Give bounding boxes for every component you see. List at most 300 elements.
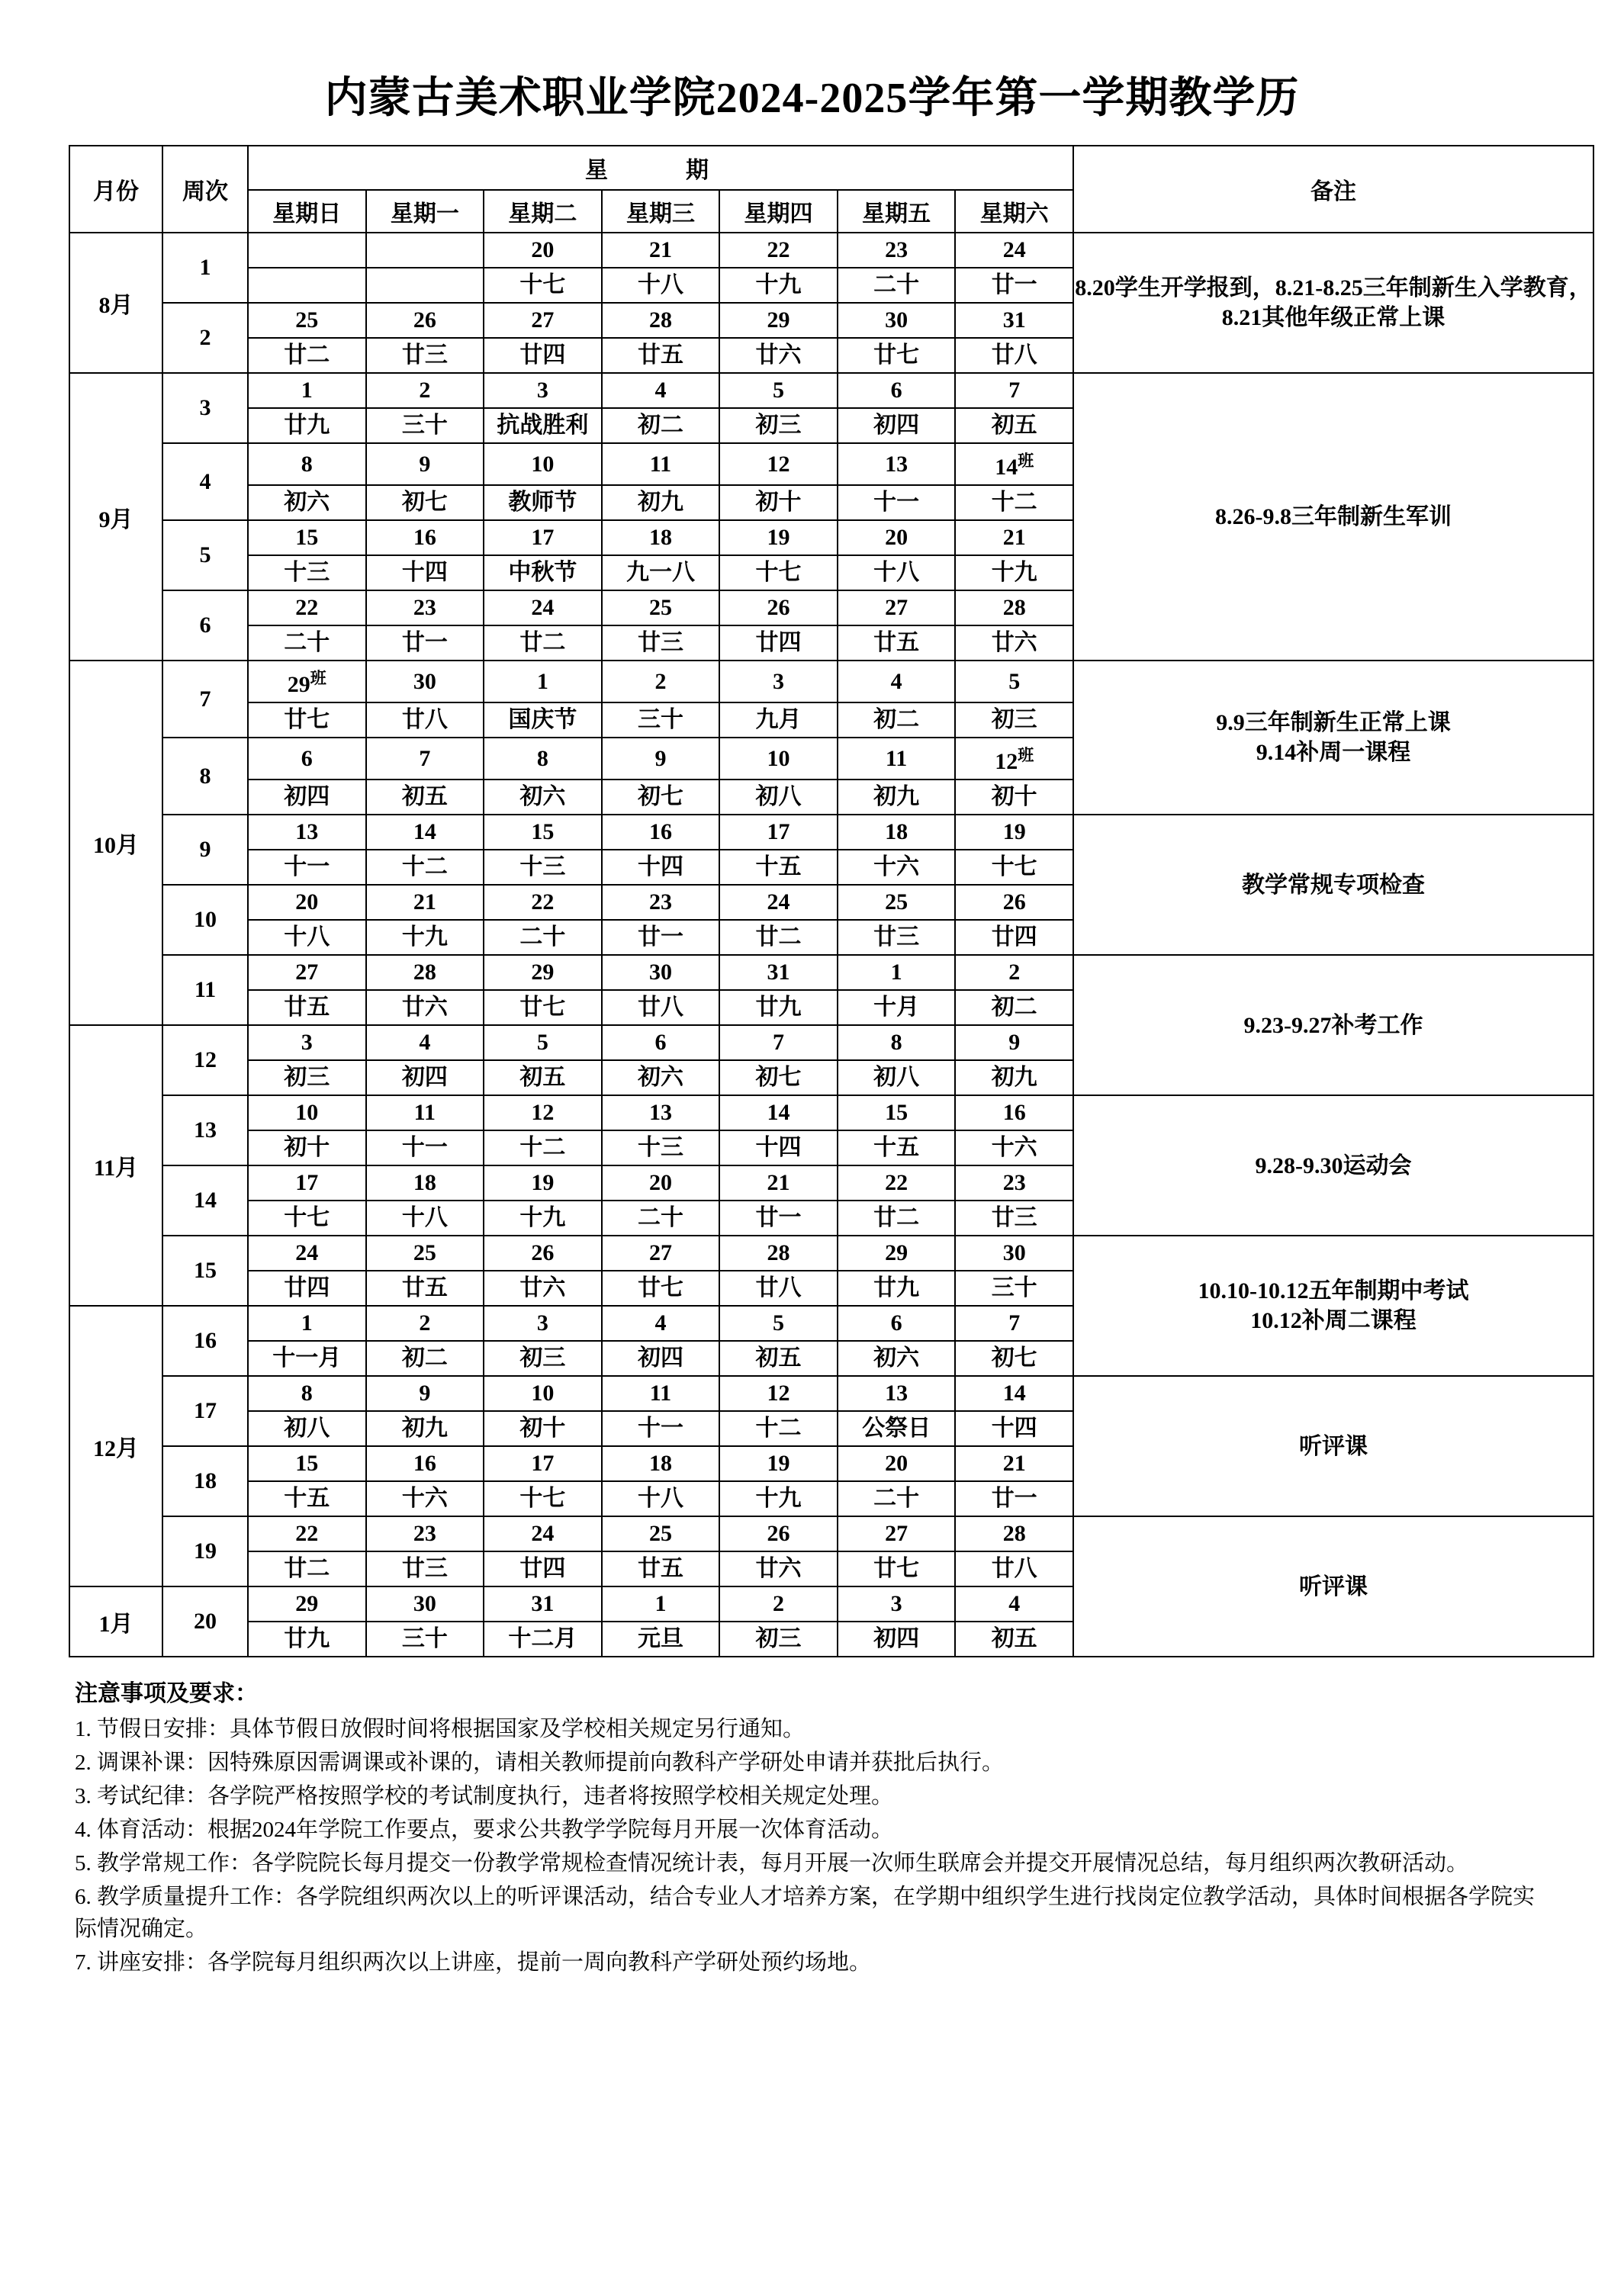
date-cell: 7 — [719, 1025, 838, 1060]
lunar-cell: 廿六 — [719, 338, 838, 373]
date-cell: 5 — [955, 661, 1073, 702]
date-cell: 28 — [955, 590, 1073, 625]
lunar-cell: 初六 — [484, 780, 602, 815]
lunar-cell: 廿一 — [366, 625, 484, 661]
date-cell: 7 — [955, 1306, 1073, 1341]
date-cell: 22 — [248, 1516, 366, 1551]
date-cell: 29 — [248, 1586, 366, 1622]
month-label: 11月 — [69, 1025, 162, 1306]
date-cell: 8 — [484, 738, 602, 780]
date-cell: 7 — [955, 373, 1073, 408]
week-number: 8 — [162, 738, 248, 815]
date-cell: 13 — [838, 1376, 956, 1411]
remark-cell: 10.10-10.12五年制期中考试 10.12补周二课程 — [1073, 1236, 1593, 1376]
date-cell: 29 — [484, 955, 602, 990]
date-cell: 5 — [719, 373, 838, 408]
date-cell: 27 — [602, 1236, 720, 1271]
date-cell: 12 — [719, 1376, 838, 1411]
lunar-cell: 初九 — [366, 1411, 484, 1446]
lunar-cell: 初八 — [248, 1411, 366, 1446]
lunar-cell: 十一 — [248, 850, 366, 885]
date-cell — [248, 233, 366, 268]
lunar-cell: 十七 — [719, 555, 838, 590]
date-cell: 16 — [366, 520, 484, 555]
lunar-cell: 廿六 — [484, 1271, 602, 1306]
page-title: 内蒙古美术职业学院2024-2025学年第一学期教学历 — [324, 75, 1300, 122]
lunar-cell: 三十 — [366, 408, 484, 443]
date-cell: 30 — [955, 1236, 1073, 1271]
date-cell: 19 — [719, 520, 838, 555]
lunar-cell: 廿九 — [719, 990, 838, 1025]
week-number: 3 — [162, 373, 248, 443]
lunar-cell: 廿三 — [366, 1551, 484, 1586]
lunar-cell: 廿八 — [366, 702, 484, 738]
lunar-cell: 十八 — [602, 268, 720, 303]
lunar-cell: 初九 — [602, 485, 720, 520]
week-number: 18 — [162, 1446, 248, 1516]
table-row — [69, 1095, 1593, 1130]
lunar-cell: 十六 — [955, 1130, 1073, 1165]
note-item: 1. 节假日安排：具体节假日放假时间将根据国家及学校相关规定另行通知。 — [75, 1716, 806, 1741]
date-cell: 17 — [484, 1446, 602, 1481]
lunar-cell: 三十 — [602, 702, 720, 738]
date-cell: 27 — [838, 1516, 956, 1551]
lunar-cell: 廿七 — [838, 1551, 956, 1586]
lunar-cell: 十三 — [484, 850, 602, 885]
date-cell: 30 — [602, 955, 720, 990]
table-header — [69, 146, 1593, 233]
date-cell: 6 — [838, 373, 956, 408]
lunar-cell: 廿二 — [719, 920, 838, 955]
month-label: 8月 — [69, 233, 162, 373]
date-cell: 24 — [484, 1516, 602, 1551]
date-cell: 22 — [838, 1165, 956, 1201]
date-cell: 4 — [602, 1306, 720, 1341]
date-cell: 21 — [366, 885, 484, 920]
date-cell: 3 — [484, 1306, 602, 1341]
date-cell: 16 — [366, 1446, 484, 1481]
date-cell: 30 — [366, 661, 484, 702]
lunar-cell: 初三 — [719, 408, 838, 443]
date-cell: 24 — [484, 590, 602, 625]
lunar-cell: 廿八 — [955, 338, 1073, 373]
lunar-cell: 十四 — [602, 850, 720, 885]
date-cell: 14 — [366, 815, 484, 850]
lunar-cell — [366, 268, 484, 303]
date-cell: 6 — [602, 1025, 720, 1060]
date-cell: 22 — [484, 885, 602, 920]
lunar-cell: 十月 — [838, 990, 956, 1025]
date-cell: 2 — [366, 373, 484, 408]
lunar-cell: 初五 — [484, 1060, 602, 1095]
date-cell: 20 — [602, 1165, 720, 1201]
date-cell: 5 — [484, 1025, 602, 1060]
note-item: 5. 教学常规工作：各学院院长每月提交一份教学常规检查情况统计表，每月开展一次师生联席会并提交开展情况总结，每月组织两次教研活动。 — [75, 1850, 1469, 1876]
lunar-cell: 廿一 — [602, 920, 720, 955]
week-number: 19 — [162, 1516, 248, 1586]
remark-cell: 听评课 — [1073, 1516, 1593, 1657]
lunar-cell: 十一 — [602, 1411, 720, 1446]
date-cell: 1 — [248, 373, 366, 408]
lunar-cell: 初二 — [838, 702, 956, 738]
date-cell: 25 — [602, 590, 720, 625]
lunar-cell: 廿二 — [248, 1551, 366, 1586]
week-number: 1 — [162, 233, 248, 303]
header-week: 周次 — [162, 146, 248, 233]
lunar-cell: 廿六 — [366, 990, 484, 1025]
table-row — [69, 233, 1593, 268]
lunar-cell: 初十 — [719, 485, 838, 520]
lunar-cell: 十九 — [366, 920, 484, 955]
week-number: 5 — [162, 520, 248, 590]
date-cell: 14 — [955, 1376, 1073, 1411]
remark-cell: 9.9三年制新生正常上课 9.14补周一课程 — [1073, 661, 1593, 815]
lunar-cell: 廿九 — [248, 408, 366, 443]
date-cell: 2 — [366, 1306, 484, 1341]
lunar-cell: 廿三 — [366, 338, 484, 373]
notes-heading: 注意事项及要求： — [75, 1681, 258, 1706]
lunar-cell: 初七 — [719, 1060, 838, 1095]
lunar-cell: 初六 — [838, 1341, 956, 1376]
date-cell: 26 — [366, 303, 484, 338]
lunar-cell: 初七 — [366, 485, 484, 520]
lunar-cell: 初七 — [955, 1341, 1073, 1376]
lunar-cell: 十六 — [366, 1481, 484, 1516]
lunar-cell: 十五 — [838, 1130, 956, 1165]
date-cell: 13 — [838, 443, 956, 485]
date-cell: 11 — [602, 1376, 720, 1411]
table-row — [69, 1516, 1593, 1551]
date-cell: 10 — [719, 738, 838, 780]
date-cell: 29 — [838, 1236, 956, 1271]
date-cell: 18 — [838, 815, 956, 850]
lunar-cell: 初四 — [248, 780, 366, 815]
lunar-cell: 十九 — [719, 1481, 838, 1516]
date-cell: 4 — [838, 661, 956, 702]
lunar-cell: 初三 — [248, 1060, 366, 1095]
note-item: 3. 考试纪律：各学院严格按照学校的考试制度执行，违者将按照学校相关规定处理。 — [75, 1783, 894, 1808]
date-cell: 19 — [719, 1446, 838, 1481]
date-cell: 8 — [248, 443, 366, 485]
date-cell: 2 — [602, 661, 720, 702]
date-cell: 21 — [602, 233, 720, 268]
lunar-cell: 十二 — [366, 850, 484, 885]
lunar-cell: 廿五 — [366, 1271, 484, 1306]
date-cell: $12^班$ — [955, 738, 1073, 780]
date-cell: 29 — [719, 303, 838, 338]
lunar-cell: 初八 — [719, 780, 838, 815]
remark-cell: 听评课 — [1073, 1376, 1593, 1516]
date-cell: 26 — [484, 1236, 602, 1271]
remark-cell: 8.26-9.8三年制新生军训 — [1073, 373, 1593, 661]
date-cell: 1 — [248, 1306, 366, 1341]
header-month: 月份 — [69, 146, 162, 233]
lunar-cell: 十八 — [248, 920, 366, 955]
date-cell: 16 — [602, 815, 720, 850]
date-cell: 9 — [366, 1376, 484, 1411]
date-cell: 4 — [955, 1586, 1073, 1622]
date-cell: 20 — [484, 233, 602, 268]
date-cell: 8 — [838, 1025, 956, 1060]
lunar-cell: 十七 — [484, 268, 602, 303]
date-cell: 20 — [838, 520, 956, 555]
date-cell: 1 — [602, 1586, 720, 1622]
date-cell: 25 — [602, 1516, 720, 1551]
lunar-cell: 廿五 — [602, 338, 720, 373]
lunar-cell — [248, 268, 366, 303]
month-label: 12月 — [69, 1306, 162, 1586]
week-number: 20 — [162, 1586, 248, 1657]
table-row — [69, 955, 1593, 990]
date-cell: 3 — [719, 661, 838, 702]
date-cell: 5 — [719, 1306, 838, 1341]
lunar-cell: 初六 — [602, 1060, 720, 1095]
note-item: 4. 体育活动：根据2024年学院工作要点，要求公共教学学院每月开展一次体育活动。 — [75, 1817, 894, 1842]
table-body — [69, 233, 1593, 1657]
lunar-cell: 九一八 — [602, 555, 720, 590]
date-cell: 10 — [484, 443, 602, 485]
lunar-cell: 廿六 — [955, 625, 1073, 661]
lunar-cell: 初十 — [248, 1130, 366, 1165]
lunar-cell: 十二月 — [484, 1622, 602, 1657]
date-cell: 24 — [719, 885, 838, 920]
date-cell: 14 — [719, 1095, 838, 1130]
lunar-cell: 十八 — [838, 555, 956, 590]
lunar-cell: 初二 — [602, 408, 720, 443]
date-cell: 7 — [366, 738, 484, 780]
week-number: 9 — [162, 815, 248, 885]
table-row — [69, 373, 1593, 408]
date-cell: 11 — [366, 1095, 484, 1130]
date-cell: 18 — [366, 1165, 484, 1201]
date-cell: 4 — [602, 373, 720, 408]
date-cell: 4 — [366, 1025, 484, 1060]
lunar-cell: 廿五 — [838, 625, 956, 661]
date-cell: 15 — [248, 1446, 366, 1481]
date-cell: 28 — [366, 955, 484, 990]
remark-cell: 9.28-9.30运动会 — [1073, 1095, 1593, 1236]
lunar-cell: 十三 — [248, 555, 366, 590]
lunar-cell: 廿七 — [602, 1271, 720, 1306]
date-cell: 1 — [484, 661, 602, 702]
lunar-cell: 初四 — [838, 408, 956, 443]
date-cell: 17 — [484, 520, 602, 555]
week-number: 14 — [162, 1165, 248, 1236]
date-cell: 31 — [484, 1586, 602, 1622]
date-cell: 9 — [366, 443, 484, 485]
date-cell: 12 — [719, 443, 838, 485]
date-cell: 2 — [955, 955, 1073, 990]
lunar-cell: 初三 — [484, 1341, 602, 1376]
notes-list — [75, 1713, 1555, 1979]
header-day-fri: 星期五 — [838, 190, 956, 233]
date-cell: 26 — [719, 590, 838, 625]
date-cell: 1 — [838, 955, 956, 990]
note-item: 6. 教学质量提升工作：各学院组织两次以上的听评课活动，结合专业人才培养方案，在学期中组织学生进行找岗定位教学活动，具体时间根据各学院实际情况确定。 — [75, 1884, 1536, 1941]
lunar-cell: 十九 — [955, 555, 1073, 590]
date-cell: 22 — [719, 233, 838, 268]
date-cell: 6 — [248, 738, 366, 780]
lunar-cell: 初五 — [955, 408, 1073, 443]
lunar-cell: 廿七 — [838, 338, 956, 373]
date-cell: 27 — [484, 303, 602, 338]
lunar-cell: 十五 — [248, 1481, 366, 1516]
table-row — [69, 815, 1593, 850]
week-number: 17 — [162, 1376, 248, 1446]
date-cell: 22 — [248, 590, 366, 625]
header-day-sun: 星期日 — [248, 190, 366, 233]
date-cell: 18 — [602, 1446, 720, 1481]
lunar-cell: 十九 — [484, 1201, 602, 1236]
lunar-cell: 中秋节 — [484, 555, 602, 590]
header-day-sat: 星期六 — [955, 190, 1073, 233]
date-cell: 21 — [955, 1446, 1073, 1481]
lunar-cell: 十七 — [248, 1201, 366, 1236]
date-cell: 26 — [719, 1516, 838, 1551]
academic-calendar-table — [69, 145, 1594, 1657]
month-label: 1月 — [69, 1586, 162, 1657]
lunar-cell: 初七 — [602, 780, 720, 815]
lunar-cell: 廿四 — [248, 1271, 366, 1306]
week-number: 15 — [162, 1236, 248, 1306]
lunar-cell: 初十 — [955, 780, 1073, 815]
lunar-cell: 十四 — [366, 555, 484, 590]
lunar-cell: 初六 — [248, 485, 366, 520]
remark-cell: 教学常规专项检查 — [1073, 815, 1593, 955]
date-cell: 28 — [602, 303, 720, 338]
lunar-cell: 廿三 — [838, 920, 956, 955]
lunar-cell: 公祭日 — [838, 1411, 956, 1446]
lunar-cell: 十二 — [484, 1130, 602, 1165]
lunar-cell: 二十 — [838, 1481, 956, 1516]
week-number: 7 — [162, 661, 248, 738]
date-cell: 23 — [366, 1516, 484, 1551]
date-cell: 15 — [838, 1095, 956, 1130]
lunar-cell: 廿四 — [484, 1551, 602, 1586]
lunar-cell: 廿六 — [719, 1551, 838, 1586]
table-row — [69, 1236, 1593, 1271]
date-cell: 3 — [838, 1586, 956, 1622]
date-cell: 21 — [955, 520, 1073, 555]
lunar-cell: 十八 — [366, 1201, 484, 1236]
lunar-cell: 廿一 — [719, 1201, 838, 1236]
date-cell: 15 — [484, 815, 602, 850]
lunar-cell: 三十 — [366, 1622, 484, 1657]
date-cell: 2 — [719, 1586, 838, 1622]
week-number: 10 — [162, 885, 248, 955]
lunar-cell: 十四 — [955, 1411, 1073, 1446]
lunar-cell: 初九 — [955, 1060, 1073, 1095]
lunar-cell: 廿二 — [484, 625, 602, 661]
notes-section — [75, 1677, 1555, 1979]
date-cell: 31 — [955, 303, 1073, 338]
lunar-cell: 国庆节 — [484, 702, 602, 738]
lunar-cell: 廿七 — [484, 990, 602, 1025]
date-cell: 30 — [838, 303, 956, 338]
date-cell: 30 — [366, 1586, 484, 1622]
date-cell: 8 — [248, 1376, 366, 1411]
lunar-cell: 初五 — [366, 780, 484, 815]
date-cell: 25 — [248, 303, 366, 338]
date-cell: 23 — [366, 590, 484, 625]
lunar-cell: 廿八 — [602, 990, 720, 1025]
date-cell: 10 — [484, 1376, 602, 1411]
date-cell: 16 — [955, 1095, 1073, 1130]
table-row — [69, 661, 1593, 702]
lunar-cell: 十四 — [719, 1130, 838, 1165]
lunar-cell: 廿四 — [955, 920, 1073, 955]
date-cell: 19 — [484, 1165, 602, 1201]
lunar-cell: 九月 — [719, 702, 838, 738]
month-label: 9月 — [69, 373, 162, 661]
date-cell: 28 — [719, 1236, 838, 1271]
date-cell: 17 — [248, 1165, 366, 1201]
lunar-cell: 初三 — [955, 702, 1073, 738]
date-cell: 9 — [602, 738, 720, 780]
date-cell: 20 — [248, 885, 366, 920]
month-label: 10月 — [69, 661, 162, 1025]
date-cell: 6 — [838, 1306, 956, 1341]
date-cell: $29^班$ — [248, 661, 366, 702]
date-cell: 20 — [838, 1446, 956, 1481]
lunar-cell: 抗战胜利 — [484, 408, 602, 443]
lunar-cell: 廿二 — [838, 1201, 956, 1236]
lunar-cell: 廿二 — [248, 338, 366, 373]
header-day-tue: 星期二 — [484, 190, 602, 233]
date-cell: 15 — [248, 520, 366, 555]
lunar-cell: 廿八 — [955, 1551, 1073, 1586]
date-cell: 27 — [248, 955, 366, 990]
date-cell — [366, 233, 484, 268]
week-number: 13 — [162, 1095, 248, 1165]
header-day-thu: 星期四 — [719, 190, 838, 233]
header-day-wed: 星期三 — [602, 190, 720, 233]
lunar-cell: 二十 — [484, 920, 602, 955]
date-cell: 25 — [366, 1236, 484, 1271]
lunar-cell: 十一 — [366, 1130, 484, 1165]
week-number: 16 — [162, 1306, 248, 1376]
date-cell: 25 — [838, 885, 956, 920]
week-number: 12 — [162, 1025, 248, 1095]
header-row-1 — [69, 146, 1593, 190]
lunar-cell: 十二 — [719, 1411, 838, 1446]
lunar-cell: 初五 — [955, 1622, 1073, 1657]
header-remark: 备注 — [1073, 146, 1593, 233]
lunar-cell: 十六 — [838, 850, 956, 885]
date-cell: 24 — [248, 1236, 366, 1271]
lunar-cell: 廿一 — [955, 268, 1073, 303]
lunar-cell: 十三 — [602, 1130, 720, 1165]
week-number: 4 — [162, 443, 248, 520]
lunar-cell: 初二 — [955, 990, 1073, 1025]
week-number: 11 — [162, 955, 248, 1025]
date-cell: 31 — [719, 955, 838, 990]
date-cell: 23 — [602, 885, 720, 920]
date-cell: 18 — [602, 520, 720, 555]
lunar-cell: 廿八 — [719, 1271, 838, 1306]
lunar-cell: 初四 — [602, 1341, 720, 1376]
lunar-cell: 初二 — [366, 1341, 484, 1376]
date-cell: 26 — [955, 885, 1073, 920]
note-item: 2. 调课补课：因特殊原因需调课或补课的，请相关教师提前向教科产学研处申请并获批后执行。 — [75, 1750, 1005, 1775]
lunar-cell: 廿五 — [602, 1551, 720, 1586]
lunar-cell: 廿五 — [248, 990, 366, 1025]
lunar-cell: 三十 — [955, 1271, 1073, 1306]
date-cell: 21 — [719, 1165, 838, 1201]
lunar-cell: 廿四 — [484, 338, 602, 373]
date-cell: 28 — [955, 1516, 1073, 1551]
date-cell: 13 — [248, 815, 366, 850]
